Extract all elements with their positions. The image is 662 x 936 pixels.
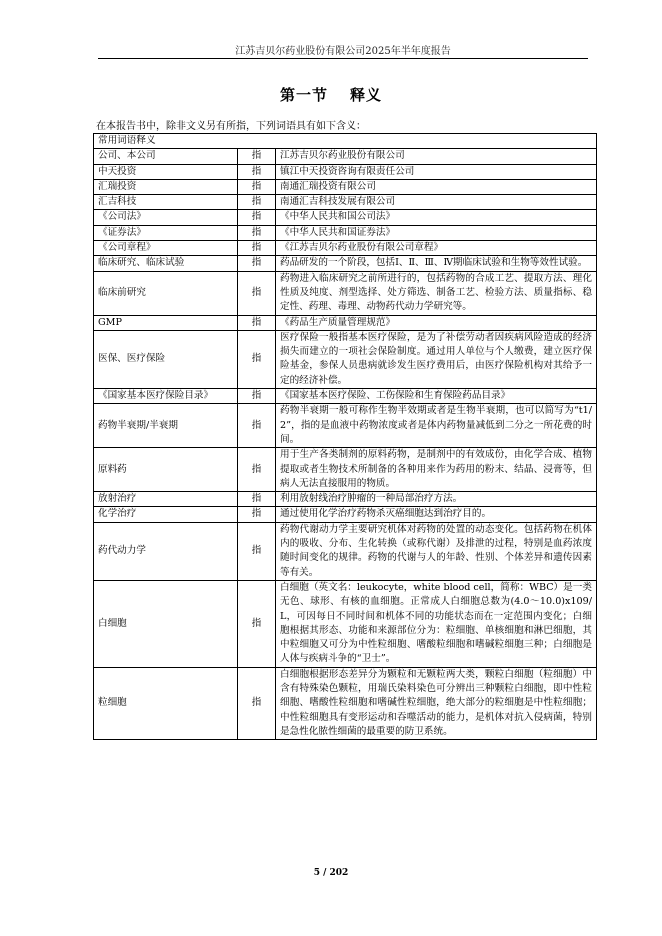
intro-sentence: 在本报告书中，除非文义另有所指，下列词语具有如下含义：: [96, 121, 366, 132]
term-cell: 白细胞: [94, 580, 238, 667]
table-row: [94, 389, 597, 404]
separator-cell: 指: [238, 330, 276, 388]
separator-cell: 指: [238, 179, 276, 194]
table-row: [94, 149, 597, 164]
table-heading: 常用词语释义: [94, 134, 597, 149]
table-row: [94, 448, 597, 492]
term-cell: 《公司法》: [94, 210, 238, 225]
term-cell: GMP: [94, 315, 238, 330]
separator-cell: 指: [238, 404, 276, 448]
separator-cell: 指: [238, 389, 276, 404]
separator-cell: 指: [238, 149, 276, 164]
definition-cell: 白细胞根据形态差异分为颗粒和无颗粒两大类，颗粒白细胞（粒细胞）中含有特殊染色颗粒，用瑞氏染料染色可分辨出三种颗粒白细胞，即中性粒细胞、嗜酸性粒细胞和嗜碱性粒细胞，绝大部分的粒细胞是中性粒细胞；中性粒细胞具有变形运动和吞噬活动的能力，是机体对抗入侵病菌，特别是急性化脓性细菌的最重要的防卫系统。: [276, 667, 597, 739]
table-row: [94, 330, 597, 388]
definition-cell: 南通汇吉科技发展有限公司: [276, 195, 597, 210]
term-cell: 临床前研究: [94, 271, 238, 315]
definition-cell: 《中华人民共和国公司法》: [276, 210, 597, 225]
table-row: [94, 179, 597, 194]
table-row: [94, 271, 597, 315]
section-heading: 释义: [350, 86, 383, 104]
term-cell: 粒细胞: [94, 667, 238, 739]
table-row: [94, 195, 597, 210]
term-cell: 药物半衰期/半衰期: [94, 404, 238, 448]
definition-cell: 药物半衰期一般可称作生物半效期或者是生物半衰期，也可以简写为“t1/2”，指的是血液中药物浓度或者是体内药物量减低到二分之一所花费的时间。: [276, 404, 597, 448]
definition-cell: 《国家基本医疗保险、工伤保险和生育保险药品目录》: [276, 389, 597, 404]
table-row: [94, 315, 597, 330]
definitions-table: [93, 133, 597, 740]
term-cell: 汇瑞投资: [94, 179, 238, 194]
term-cell: 放射治疗: [94, 492, 238, 507]
definition-cell: 药品研发的一个阶段，包括Ⅰ、Ⅱ、Ⅲ、Ⅳ期临床试验和生物等效性试验。: [276, 256, 597, 271]
table-row: [94, 404, 597, 448]
table-row: [94, 210, 597, 225]
definition-cell: 通过使用化学治疗药物杀灭癌细胞达到治疗目的。: [276, 507, 597, 522]
term-cell: 公司、本公司: [94, 149, 238, 164]
separator-cell: 指: [238, 225, 276, 240]
term-cell: 临床研究、临床试验: [94, 256, 238, 271]
term-cell: 医保、医疗保险: [94, 330, 238, 388]
separator-cell: 指: [238, 507, 276, 522]
definition-cell: 《江苏吉贝尔药业股份有限公司章程》: [276, 241, 597, 256]
separator-cell: 指: [238, 164, 276, 179]
separator-cell: 指: [238, 315, 276, 330]
definition-cell: 南通汇瑞投资有限公司: [276, 179, 597, 194]
section-title: [0, 84, 662, 105]
definition-cell: 《药品生产质量管理规范》: [276, 315, 597, 330]
term-cell: 原料药: [94, 448, 238, 492]
table-row: [94, 225, 597, 240]
separator-cell: 指: [238, 580, 276, 667]
table-heading-row: [94, 134, 597, 149]
separator-cell: 指: [238, 241, 276, 256]
table-row: [94, 507, 597, 522]
term-cell: 药代动力学: [94, 522, 238, 580]
section-number: 第一节: [279, 86, 328, 104]
separator-cell: 指: [238, 667, 276, 739]
table-row: [94, 241, 597, 256]
definition-cell: 医疗保险一般指基本医疗保险，是为了补偿劳动者因疾病风险造成的经济损失而建立的一项社会保险制度。通过用人单位与个人缴费，建立医疗保险基金，参保人员患病就诊发生医疗费用后，由医疗保险机构对其给予一定的经济补偿。: [276, 330, 597, 388]
definition-cell: 江苏吉贝尔药业股份有限公司: [276, 149, 597, 164]
definition-cell: 药物进入临床研究之前所进行的，包括药物的合成工艺、提取方法、理化性质及纯度、剂型选择、处方筛选、制备工艺、检验方法、质量指标、稳定性、药理、毒理、动物药代动力学研究等。: [276, 271, 597, 315]
definition-cell: 《中华人民共和国证券法》: [276, 225, 597, 240]
term-cell: 《公司章程》: [94, 241, 238, 256]
separator-cell: 指: [238, 195, 276, 210]
page-number: 5 / 202: [313, 868, 349, 878]
definition-cell: 白细胞（英文名：leukocyte，white blood cell，简称：WBC）是一类无色、球形、有核的血细胞。正常成人白细胞总数为(4.0～10.0)x109/L，可因每日不同时间和机体不同的功能状态而在一定范围内变化；白细胞根据其形态、功能和来源部位分为：粒细胞、单核细胞和淋巴细胞，其中粒细胞又可分为中性粒细胞、嗜酸粒细胞和嗜碱粒细胞三种；白细胞是人体与疾病斗争的“卫士”。: [276, 580, 597, 667]
term-cell: 中天投资: [94, 164, 238, 179]
definition-cell: 利用放射线治疗肿瘤的一种局部治疗方法。: [276, 492, 597, 507]
table-row: [94, 492, 597, 507]
definition-cell: 镇江中天投资咨询有限责任公司: [276, 164, 597, 179]
header-divider: [98, 58, 588, 59]
table-row: [94, 580, 597, 667]
separator-cell: 指: [238, 271, 276, 315]
table-row: [94, 522, 597, 580]
term-cell: 化学治疗: [94, 507, 238, 522]
separator-cell: 指: [238, 522, 276, 580]
separator-cell: 指: [238, 448, 276, 492]
definition-cell: 药物代谢动力学主要研究机体对药物的处置的动态变化。包括药物在机体内的吸收、分布、生化转换（或称代谢）及排泄的过程，特别是血药浓度随时间变化的规律。药物的代谢与人的年龄、性别、个体差异和遗传因素等有关。: [276, 522, 597, 580]
page-header: 江苏吉贝尔药业股份有限公司2025年半年度报告: [235, 46, 451, 57]
separator-cell: 指: [238, 492, 276, 507]
separator-cell: 指: [238, 256, 276, 271]
separator-cell: 指: [238, 210, 276, 225]
term-cell: 《证券法》: [94, 225, 238, 240]
term-cell: 《国家基本医疗保险目录》: [94, 389, 238, 404]
term-cell: 汇吉科技: [94, 195, 238, 210]
table-row: [94, 667, 597, 739]
table-row: [94, 164, 597, 179]
table-row: [94, 256, 597, 271]
definition-cell: 用于生产各类制剂的原料药物，是制剂中的有效成份，由化学合成、植物提取或者生物技术所制备的各种用来作为药用的粉末、结晶、浸膏等，但病人无法直接服用的物质。: [276, 448, 597, 492]
